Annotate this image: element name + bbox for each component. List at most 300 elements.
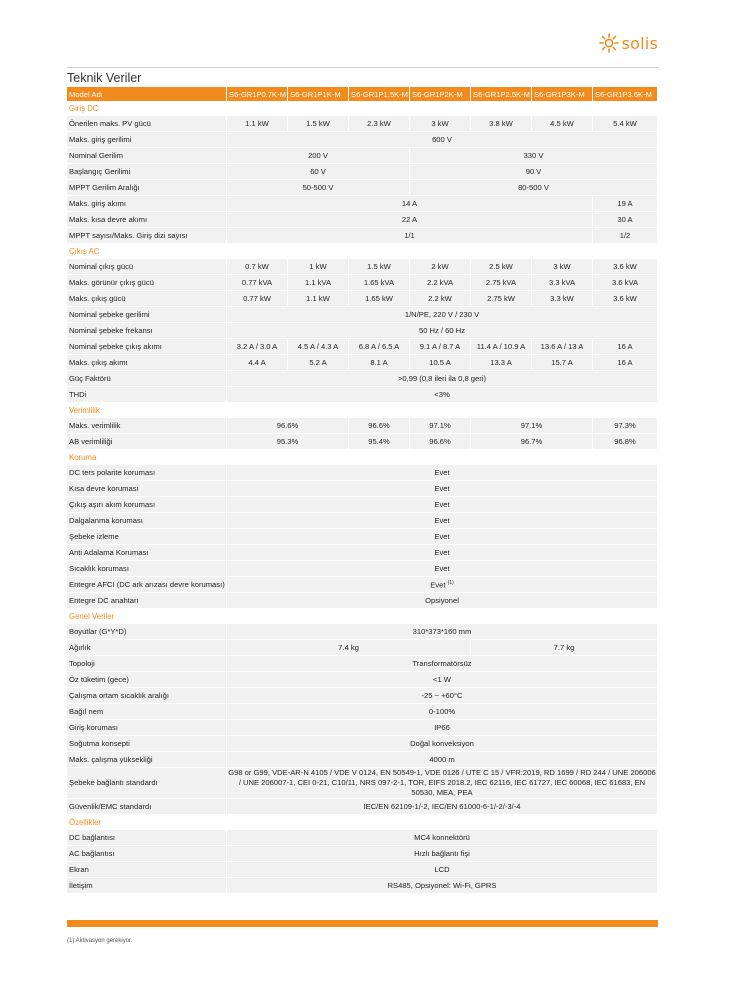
table-row <box>67 212 658 228</box>
table-row <box>67 846 658 862</box>
row-value <box>227 656 658 672</box>
value-text: G98 or G99, VDE-AR-N 4105 / VDE V 0124, EN 50549-1, VDE 0126 / UTE C 15 / VFR:2019, RD 1699 / RD 244 / UNE 206006 / UNE 206007-1, CEI 0-21, C10/11, NRS 097-2-1, TOR, EIFS 2018.2, IEC 62116, IEC 61727, IEC 60068, IEC 61683, EN 50530, MEA, PEA <box>228 768 656 797</box>
row-value <box>227 307 658 323</box>
row-label: MPPT sayısı/Maks. Giriş dizi sayısı <box>67 228 227 244</box>
value-text: 0.77 kW <box>243 294 271 303</box>
row-value <box>227 593 658 609</box>
value-text: Opsiyonel <box>425 596 459 605</box>
row-label: THDi <box>67 387 227 403</box>
value-text: 1/N/PE, 220 V / 230 V <box>404 310 480 319</box>
value-text: 13.6 A / 13 A <box>540 342 584 351</box>
value-text: 97.1% <box>429 421 451 430</box>
row-value <box>227 878 658 894</box>
row-label: DC bağlantısı <box>67 830 227 846</box>
table-row <box>67 323 658 339</box>
row-label: Başlangıç Gerilimi <box>67 164 227 180</box>
value-text: Evet <box>434 484 450 493</box>
table-row <box>67 799 658 815</box>
row-value <box>593 116 658 132</box>
row-label: Nominal şebeke çıkış akımı <box>67 339 227 355</box>
row-value <box>227 640 471 656</box>
row-value <box>227 180 410 196</box>
value-text: 15.7 A <box>551 358 573 367</box>
row-value <box>227 545 658 561</box>
row-value <box>227 481 658 497</box>
value-text: <1 W <box>433 675 451 684</box>
row-value <box>227 355 288 371</box>
row-label: Nominal Gerilim <box>67 148 227 164</box>
value-text: RS485, Opsiyonel: Wi-Fi, GPRS <box>387 881 497 890</box>
row-value <box>410 418 471 434</box>
value-text: 330 V <box>523 151 544 160</box>
model-name: S6-GR1P0.7K-M <box>227 87 288 101</box>
row-value <box>227 164 410 180</box>
row-value <box>593 291 658 307</box>
value-text: 0-100% <box>428 707 456 716</box>
section-title-row <box>67 815 658 830</box>
footnote: (1) Aktivasyon gerekiyor. <box>67 938 133 944</box>
row-label: MPPT Gerilim Aralığı <box>67 180 227 196</box>
row-value <box>227 465 658 481</box>
row-value <box>227 846 658 862</box>
row-value <box>593 196 658 212</box>
value-text: 3.6 kW <box>613 294 637 303</box>
row-value <box>227 672 658 688</box>
row-value <box>532 116 593 132</box>
value-text: 4.4 A <box>248 358 266 367</box>
row-value <box>593 418 658 434</box>
value-text: 16 A <box>617 358 633 367</box>
model-name: S6-GR1P1K-M <box>288 87 349 101</box>
table-row <box>67 116 658 132</box>
value-text: 310*373*160 mm <box>412 627 472 636</box>
row-value <box>410 180 658 196</box>
value-text: 95.4% <box>368 437 390 446</box>
row-label: Boyutlar (G*Y*D) <box>67 624 227 640</box>
row-label: Öz tüketim (gece) <box>67 672 227 688</box>
value-text: Evet <box>434 532 450 541</box>
row-value <box>471 291 532 307</box>
row-value <box>471 418 593 434</box>
row-label: Güç Faktörü <box>67 371 227 387</box>
row-label: Entegre DC anahtarı <box>67 593 227 609</box>
row-value <box>471 640 658 656</box>
value-text: 1.65 kW <box>365 294 393 303</box>
value-text: -25 ~ +60°C <box>421 691 463 700</box>
row-value <box>349 275 410 291</box>
row-label: İletişim <box>67 878 227 894</box>
row-value <box>227 799 658 815</box>
model-name: S6-GR1P2.5K-M <box>471 87 532 101</box>
row-label: Topoloji <box>67 656 227 672</box>
value-text: Evet <box>434 500 450 509</box>
row-value <box>227 323 658 339</box>
table-row <box>67 339 658 355</box>
table-row <box>67 132 658 148</box>
row-label: Ekran <box>67 862 227 878</box>
value-text: 6.8 A / 6.5 A <box>358 342 400 351</box>
row-value <box>349 339 410 355</box>
value-text: 50 Hz / 60 Hz <box>418 326 465 335</box>
row-label: Nominal çıkış gücü <box>67 259 227 275</box>
row-value <box>227 212 593 228</box>
table-row <box>67 481 658 497</box>
table-row <box>67 371 658 387</box>
row-value <box>288 259 349 275</box>
row-value <box>227 862 658 878</box>
row-label: Maks. çıkış akımı <box>67 355 227 371</box>
brand-logo <box>599 33 658 53</box>
value-text: 3.3 kW <box>550 294 574 303</box>
table-row <box>67 291 658 307</box>
row-value <box>227 116 288 132</box>
row-label: Kısa devre koruması <box>67 481 227 497</box>
value-text: 1.5 kW <box>306 119 330 128</box>
value-text: 14 A <box>401 199 418 208</box>
row-label: Entegre AFCI (DC ark arızası devre koruması) <box>67 577 227 593</box>
value-text: 97.1% <box>520 421 543 430</box>
row-value <box>593 212 658 228</box>
table-row <box>67 688 658 704</box>
value-text: 96.8% <box>614 437 636 446</box>
row-value <box>410 259 471 275</box>
row-value <box>532 339 593 355</box>
row-label: Maks. giriş akımı <box>67 196 227 212</box>
row-value <box>227 291 288 307</box>
row-value <box>532 355 593 371</box>
row-value <box>227 529 658 545</box>
value-text: 3 kW <box>431 119 449 128</box>
row-value <box>593 434 658 450</box>
table-row <box>67 545 658 561</box>
table-row <box>67 704 658 720</box>
row-label: Giriş koruması <box>67 720 227 736</box>
spec-table <box>67 87 658 894</box>
row-value <box>471 339 532 355</box>
top-divider <box>67 67 658 68</box>
section-title: Giriş DC <box>69 104 99 113</box>
value-text: 0.77 kVA <box>241 278 273 287</box>
row-value <box>227 768 658 799</box>
section-title: Özellikler <box>69 818 102 827</box>
value-text: 50-500 V <box>302 183 334 192</box>
row-value <box>227 132 658 148</box>
row-label: AB verimliliği <box>67 434 227 450</box>
table-row <box>67 561 658 577</box>
row-value <box>227 830 658 846</box>
table-row <box>67 624 658 640</box>
row-label: Soğutma konsepti <box>67 736 227 752</box>
section-title-row <box>67 450 658 465</box>
value-text: 96.6% <box>368 421 390 430</box>
row-value <box>227 259 288 275</box>
row-value <box>410 116 471 132</box>
page-title: Teknik Veriler <box>67 71 142 85</box>
row-value <box>349 116 410 132</box>
value-text: Hızlı bağlantı fişi <box>414 849 470 858</box>
row-value <box>227 371 658 387</box>
table-row <box>67 434 658 450</box>
table-row <box>67 418 658 434</box>
value-text: 1.5 kW <box>367 262 391 271</box>
value-text: 2.2 kVA <box>426 278 454 287</box>
value-text: 19 A <box>617 199 633 208</box>
table-row <box>67 465 658 481</box>
table-row <box>67 656 658 672</box>
value-text: 3.8 kW <box>489 119 513 128</box>
row-value <box>593 355 658 371</box>
value-text: 1.65 kVA <box>363 278 395 287</box>
value-text: 4.5 A / 4.3 A <box>297 342 339 351</box>
value-text: 1/1 <box>404 231 415 240</box>
row-value <box>227 196 593 212</box>
model-name: S6-GR1P1.5K-M <box>349 87 410 101</box>
row-label: Güvenlik/EMC standardı <box>67 799 227 815</box>
table-row <box>67 720 658 736</box>
table-row <box>67 577 658 593</box>
section-title-row <box>67 101 658 116</box>
row-value <box>471 434 593 450</box>
table-row <box>67 593 658 609</box>
value-text: 11.4 A / 10.9 A <box>476 342 526 351</box>
row-value <box>227 561 658 577</box>
row-value <box>227 577 658 593</box>
section-title-row <box>67 403 658 418</box>
row-value <box>288 291 349 307</box>
model-name: S6-GR1P3.6K-M <box>593 87 658 101</box>
row-label: Maks. giriş gerilimi <box>67 132 227 148</box>
value-text: 3.6 kW <box>613 262 637 271</box>
row-label: Çıkış aşırı akım koruması <box>67 497 227 513</box>
row-value <box>227 513 658 529</box>
row-label: Ağırlık <box>67 640 227 656</box>
section-title: Verimlilik <box>69 406 100 415</box>
row-value <box>532 259 593 275</box>
value-text: 13.3 A <box>490 358 512 367</box>
brand-name: solis <box>621 33 658 53</box>
value-text: MC4 konnektörü <box>414 833 470 842</box>
value-text: 2.3 kW <box>367 119 391 128</box>
value-text: 0.7 kW <box>245 262 269 271</box>
row-value <box>471 116 532 132</box>
row-value <box>288 275 349 291</box>
row-label: Nominal şebeke gerilimi <box>67 307 227 323</box>
section-title-row <box>67 609 658 624</box>
row-label: Dalgalanma koruması <box>67 513 227 529</box>
row-label: Şebeke izleme <box>67 529 227 545</box>
row-value <box>349 434 410 450</box>
row-value <box>227 720 658 736</box>
value-text: 3.3 kVA <box>548 278 576 287</box>
value-text: 600 V <box>432 135 452 144</box>
table-row <box>67 259 658 275</box>
value-text: 10.5 A <box>429 358 451 367</box>
row-label: Maks. verimlilik <box>67 418 227 434</box>
value-text: <3% <box>434 390 450 399</box>
value-text: IEC/EN 62109-1/-2, IEC/EN 61000-6-1/-2/-3/-4 <box>363 802 521 811</box>
row-label: Maks. çıkış gücü <box>67 291 227 307</box>
model-name: S6-GR1P3K-M <box>532 87 593 101</box>
section-title: Genel Veriler <box>69 612 115 621</box>
row-value <box>288 339 349 355</box>
row-label: Anti Adalama Koruması <box>67 545 227 561</box>
row-value <box>227 752 658 768</box>
row-value <box>227 339 288 355</box>
row-label: Nominal şebeke frekansı <box>67 323 227 339</box>
value-text: 2 kW <box>431 262 449 271</box>
row-value <box>410 434 471 450</box>
value-text: Evet <box>434 564 450 573</box>
value-text: 4000 m <box>429 755 455 764</box>
sun-logo-icon <box>599 33 619 53</box>
row-value <box>410 291 471 307</box>
table-row <box>67 640 658 656</box>
row-value <box>349 259 410 275</box>
row-label: Şebeke bağlantı standardı <box>67 768 227 799</box>
value-text: Evet <box>430 580 446 590</box>
table-row <box>67 228 658 244</box>
table-row <box>67 878 658 894</box>
value-text: 96.7% <box>520 437 543 446</box>
table-row <box>67 307 658 323</box>
row-value <box>227 387 658 403</box>
row-value <box>227 434 349 450</box>
table-row <box>67 736 658 752</box>
row-value <box>227 736 658 752</box>
row-value <box>410 148 658 164</box>
value-text: 2.5 kW <box>489 262 513 271</box>
row-value <box>593 228 658 244</box>
value-text: 96.6% <box>429 437 451 446</box>
row-value <box>532 275 593 291</box>
row-value <box>410 275 471 291</box>
value-text: 3.2 A / 3.0 A <box>236 342 278 351</box>
row-value <box>471 259 532 275</box>
value-text: 2.2 kW <box>428 294 452 303</box>
section-title: Koruma <box>69 453 97 462</box>
value-text: 1.1 kVA <box>304 278 332 287</box>
value-text: 2.75 kW <box>487 294 515 303</box>
row-value <box>227 688 658 704</box>
header-label: Model Adı <box>67 87 227 101</box>
model-name: S6-GR1P2K-M <box>410 87 471 101</box>
row-value <box>410 355 471 371</box>
row-label: Maks. görünür çıkış gücü <box>67 275 227 291</box>
value-text: LCD <box>434 865 450 874</box>
row-value <box>471 275 532 291</box>
section-title: Çıkış AC <box>69 247 100 256</box>
footnote-ref: (1) <box>447 579 454 586</box>
value-text: Evet <box>434 548 450 557</box>
value-text: 1/2 <box>619 231 631 240</box>
value-text: Doğal konveksiyon <box>410 739 474 748</box>
value-text: 3 kW <box>553 262 571 271</box>
value-text: 2.75 kVA <box>485 278 517 287</box>
row-value <box>410 339 471 355</box>
table-row <box>67 529 658 545</box>
row-value <box>227 704 658 720</box>
row-value <box>288 355 349 371</box>
value-text: 16 A <box>617 342 633 351</box>
row-label: Çalışma ortam sıcaklık aralığı <box>67 688 227 704</box>
row-label: Bağıl nem <box>67 704 227 720</box>
row-label: AC bağlantısı <box>67 846 227 862</box>
value-text: 4.5 kW <box>550 119 574 128</box>
row-value <box>227 624 658 640</box>
row-label: Sıcaklık koruması <box>67 561 227 577</box>
value-text: 7.7 kg <box>553 643 575 652</box>
value-text: 95.3% <box>276 437 299 446</box>
table-row <box>67 355 658 371</box>
row-value <box>471 355 532 371</box>
row-value <box>288 116 349 132</box>
section-title-row <box>67 244 658 259</box>
value-text: Evet <box>434 468 450 477</box>
value-text: 1.1 kW <box>306 294 330 303</box>
table-row <box>67 387 658 403</box>
row-value <box>227 497 658 513</box>
row-value <box>410 164 658 180</box>
value-text: 22 A <box>401 215 418 224</box>
table-row <box>67 768 658 799</box>
row-label: Maks. kısa devre akımı <box>67 212 227 228</box>
value-text: 8.1 A <box>370 358 388 367</box>
value-text: 5.2 A <box>309 358 327 367</box>
value-text: 97.3% <box>614 421 636 430</box>
table-row <box>67 672 658 688</box>
value-text: 80-500 V <box>518 183 549 192</box>
row-label: Maks. çalışma yüksekliği <box>67 752 227 768</box>
row-value <box>532 291 593 307</box>
value-text: 96.6% <box>276 421 299 430</box>
row-value <box>593 259 658 275</box>
value-text: 5.4 kW <box>613 119 637 128</box>
table-row <box>67 830 658 846</box>
row-value <box>227 275 288 291</box>
row-value <box>593 275 658 291</box>
table-row <box>67 275 658 291</box>
table-row <box>67 148 658 164</box>
row-value <box>227 228 593 244</box>
value-text: 9.1 A / 8.7 A <box>419 342 461 351</box>
table-row <box>67 752 658 768</box>
bottom-accent-bar <box>67 920 658 927</box>
value-text: 3.6 kVA <box>611 278 639 287</box>
table-header-row <box>67 87 658 101</box>
row-value <box>227 418 349 434</box>
table-row <box>67 497 658 513</box>
row-value <box>349 418 410 434</box>
value-text: >0,99 (0,8 ileri ila 0,8 geri) <box>397 374 486 383</box>
row-label: Önerilen maks. PV gücü <box>67 116 227 132</box>
row-value <box>227 148 410 164</box>
value-text: IP66 <box>434 723 450 732</box>
row-value <box>349 291 410 307</box>
table-row <box>67 180 658 196</box>
table-row <box>67 196 658 212</box>
row-label: DC ters polarite koruması <box>67 465 227 481</box>
value-text: 90 V <box>525 167 542 176</box>
table-row <box>67 862 658 878</box>
value-text: Transformatörsüz <box>412 659 472 668</box>
table-row <box>67 513 658 529</box>
value-text: 1.1 kW <box>245 119 269 128</box>
value-text: 1 kW <box>309 262 327 271</box>
value-text: 30 A <box>617 215 633 224</box>
row-value <box>593 339 658 355</box>
value-text: 7.4 kg <box>338 643 359 652</box>
value-text: 60 V <box>310 167 326 176</box>
